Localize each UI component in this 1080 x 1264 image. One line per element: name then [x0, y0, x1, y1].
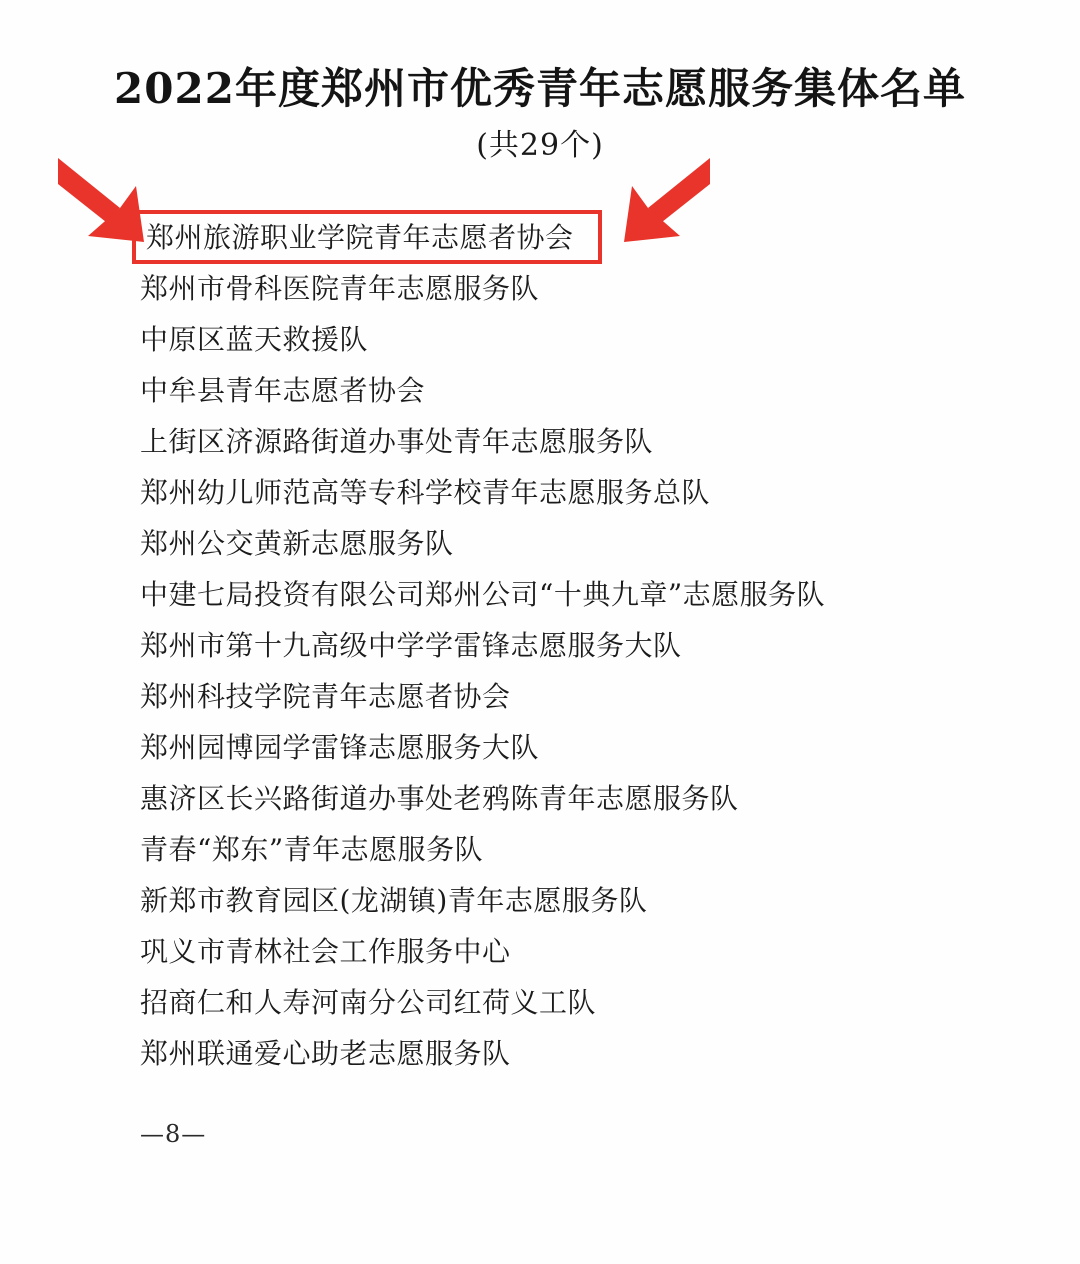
- award-list: [140, 212, 940, 1079]
- page-subtitle: (共29个): [476, 128, 604, 163]
- list-item: 招商仁和人寿河南分公司红荷义工队: [140, 986, 597, 1019]
- page-number: —8—: [140, 1120, 207, 1148]
- list-item: 郑州幼儿师范高等专科学校青年志愿服务总队: [140, 476, 711, 509]
- list-item: 郑州市第十九高级中学学雷锋志愿服务大队: [140, 629, 682, 662]
- list-item: 郑州市骨科医院青年志愿服务队: [140, 272, 540, 305]
- list-item: 郑州园博园学雷锋志愿服务大队: [140, 731, 540, 764]
- list-item: 郑州科技学院青年志愿者协会: [140, 680, 511, 713]
- list-item: 惠济区长兴路街道办事处老鸦陈青年志愿服务队: [140, 782, 739, 815]
- list-item: 郑州联通爱心助老志愿服务队: [140, 1037, 511, 1070]
- list-item: 中建七局投资有限公司郑州公司“十典九章”志愿服务队: [140, 578, 826, 611]
- list-item: 新郑市教育园区(龙湖镇)青年志愿服务队: [140, 884, 648, 917]
- list-item: 巩义市青林社会工作服务中心: [140, 935, 511, 968]
- page-title: 2022年度郑州市优秀青年志愿服务集体名单: [114, 64, 966, 113]
- list-item: 上街区济源路街道办事处青年志愿服务队: [140, 425, 654, 458]
- list-item: 中牟县青年志愿者协会: [140, 374, 426, 407]
- list-item: 中原区蓝天救援队: [140, 323, 369, 356]
- list-item: 郑州旅游职业学院青年志愿者协会: [146, 221, 574, 254]
- list-item: 郑州公交黄新志愿服务队: [140, 527, 454, 560]
- list-item: 青春“郑东”青年志愿服务队: [140, 833, 484, 866]
